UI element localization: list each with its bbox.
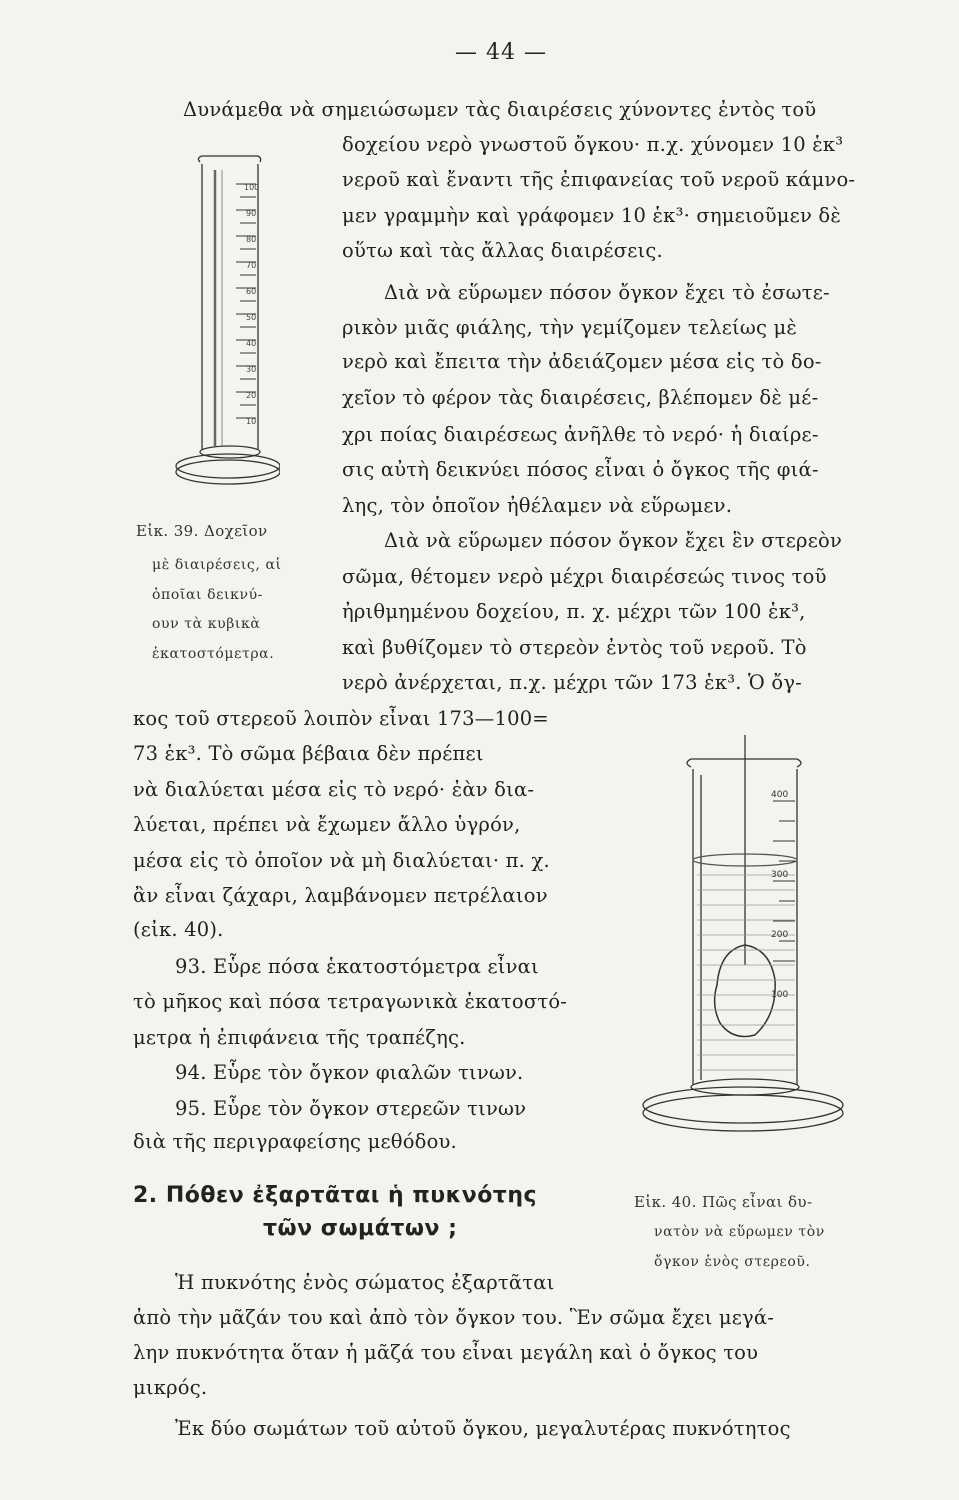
- fig39-caption-line: ὁποῖαι δεικνύ-: [152, 587, 264, 603]
- text-line: νερὸ ἀνέρχεται, π.χ. μέχρι τῶν 173 ἑκ³. Ὁ ὄγ-: [342, 671, 802, 694]
- fig39-caption-line: ἑκατοστόμετρα.: [152, 646, 275, 662]
- text-line: τὸ μῆκος καὶ πόσα τετραγωνικὰ ἑκατοστό-: [133, 990, 568, 1013]
- fig39-caption-line: μὲ διαιρέσεις, αἱ: [152, 557, 282, 573]
- exercise-95: 95. Εὗρε τὸν ὄγκον στερεῶν τινων: [175, 1097, 527, 1120]
- fig39-tick-label: 20: [246, 391, 257, 400]
- fig40-tick-label: 400: [771, 790, 789, 800]
- fig39-caption-line: Εἰκ. 39. Δοχεῖον: [136, 522, 268, 540]
- section-heading-line2: τῶν σωμάτων ;: [263, 1216, 458, 1241]
- fig40-caption-line: ὄγκον ἑνὸς στερεοῦ.: [654, 1254, 811, 1270]
- text-line: σις αὐτὴ δεικνύει πόσος εἶναι ὁ ὄγκος τῆς φιά-: [342, 458, 819, 481]
- fig39-tick-label: 30: [246, 365, 257, 374]
- text-line: Διὰ νὰ εὕρωμεν πόσον ὄγκον ἔχει ἓν στερεὸν: [384, 529, 843, 552]
- fig39-caption-line: ουν τὰ κυβικὰ: [152, 616, 261, 632]
- fig39-tick-label: 90: [246, 209, 257, 218]
- figure-39-graduated-cylinder: [160, 150, 280, 500]
- text-line: Ἡ πυκνότης ἑνὸς σώματος ἐξαρτᾶται: [175, 1271, 555, 1294]
- fig40-caption-line: Εἰκ. 40. Πῶς εἶναι δυ-: [634, 1193, 813, 1211]
- section-heading-line1: 2. Πόθεν ἐξαρτᾶται ἡ πυκνότης: [133, 1183, 538, 1208]
- fig39-tick-label: 70: [246, 261, 257, 270]
- text-line: μέσα εἰς τὸ ὁποῖον νὰ μὴ διαλύεται· π. χ.: [133, 849, 550, 872]
- text-line: νεροῦ καὶ ἔναντι τῆς ἐπιφανείας τοῦ νεροῦ κάμνο-: [342, 168, 856, 191]
- page-number: — 44 —: [455, 40, 547, 65]
- text-line: 73 ἑκ³. Τὸ σῶμα βέβαια δὲν πρέπει: [133, 742, 484, 765]
- fig40-tick-label: 300: [771, 870, 789, 880]
- text-line: μετρα ἡ ἐπιφάνεια τῆς τραπέζης.: [133, 1026, 466, 1049]
- exercise-93: 93. Εὗρε πόσα ἑκατοστόμετρα εἶναι: [175, 955, 539, 978]
- fig40-tick-label: 200: [771, 930, 789, 940]
- figure-40-cylinder-with-solid: [625, 735, 855, 1155]
- text-line: οὕτω καὶ τὰς ἄλλας διαιρέσεις.: [342, 239, 663, 262]
- text-line: δοχείου νερὸ γνωστοῦ ὄγκου· π.χ. χύνομεν 10 ἑκ³: [342, 133, 844, 156]
- fig39-tick-label: 50: [246, 313, 257, 322]
- text-line: κος τοῦ στερεοῦ λοιπὸν εἶναι 173—100=: [133, 707, 549, 730]
- fig39-tick-label: 100: [244, 183, 260, 192]
- text-line: λύεται, πρέπει νὰ ἔχωμεν ἄλλο ὑγρόν,: [133, 813, 521, 836]
- text-line: καὶ βυθίζομεν τὸ στερεὸν ἐντὸς τοῦ νεροῦ. Τὸ: [342, 636, 807, 659]
- text-line: ρικὸν μιᾶς φιάλης, τὴν γεμίζομεν τελείως μὲ: [342, 316, 798, 339]
- fig39-tick-label: 80: [246, 235, 257, 244]
- text-line: χεῖον τὸ φέρον τὰς διαιρέσεις, βλέπομεν δὲ μέ-: [342, 386, 819, 409]
- text-line: ἀπὸ τὴν μᾶζάν του καὶ ἀπὸ τὸν ὄγκον του. Ἓν σῶμα ἔχει μεγά-: [133, 1306, 775, 1329]
- fig39-tick-label: 40: [246, 339, 257, 348]
- text-line: χρι ποίας διαιρέσεως ἀνῆλθε τὸ νερό· ἡ διαίρε-: [342, 423, 819, 446]
- fig40-caption-line: νατὸν νὰ εὕρωμεν τὸν: [654, 1224, 825, 1240]
- text-line: νερὸ καὶ ἔπειτα τὴν ἀδειάζομεν μέσα εἰς τὸ δο-: [342, 350, 822, 373]
- text-line: σῶμα, θέτομεν νερὸ μέχρι διαιρέσεώς τινος τοῦ: [342, 565, 827, 588]
- text-line: ἠριθμημένου δοχείου, π. χ. μέχρι τῶν 100 ἑκ³,: [342, 600, 806, 623]
- exercise-94: 94. Εὗρε τὸν ὄγκον φιαλῶν τινων.: [175, 1061, 524, 1084]
- fig40-tick-label: 100: [771, 990, 789, 1000]
- text-line: λην πυκνότητα ὅταν ἡ μᾶζά του εἶναι μεγάλη καὶ ὁ ὄγκος του: [133, 1341, 759, 1364]
- fig39-tick-label: 60: [246, 287, 257, 296]
- text-line: μεν γραμμὴν καὶ γράφομεν 10 ἑκ³· σημειοῦμεν δὲ: [342, 204, 842, 227]
- text-line: Ἐκ δύο σωμάτων τοῦ αὐτοῦ ὄγκου, μεγαλυτέρας πυκνότητος: [175, 1417, 791, 1440]
- text-line: (εἰκ. 40).: [133, 918, 224, 941]
- fig39-tick-label: 10: [246, 417, 257, 426]
- text-line: Δυνάμεθα νὰ σημειώσωμεν τὰς διαιρέσεις χύνοντες ἐντὸς τοῦ: [183, 98, 817, 121]
- text-line: ἂν εἶναι ζάχαρι, λαμβάνομεν πετρέλαιον: [133, 884, 548, 907]
- text-line: μικρός.: [133, 1376, 208, 1399]
- text-line: λης, τὸν ὁποῖον ἠθέλαμεν νὰ εὕρωμεν.: [342, 494, 733, 517]
- text-line: Διὰ νὰ εὕρωμεν πόσον ὄγκον ἔχει τὸ ἐσωτε-: [384, 281, 830, 304]
- text-line: νὰ διαλύεται μέσα εἰς τὸ νερό· ἐὰν δια-: [133, 778, 535, 801]
- text-line: διὰ τῆς περιγραφείσης μεθόδου.: [133, 1130, 457, 1153]
